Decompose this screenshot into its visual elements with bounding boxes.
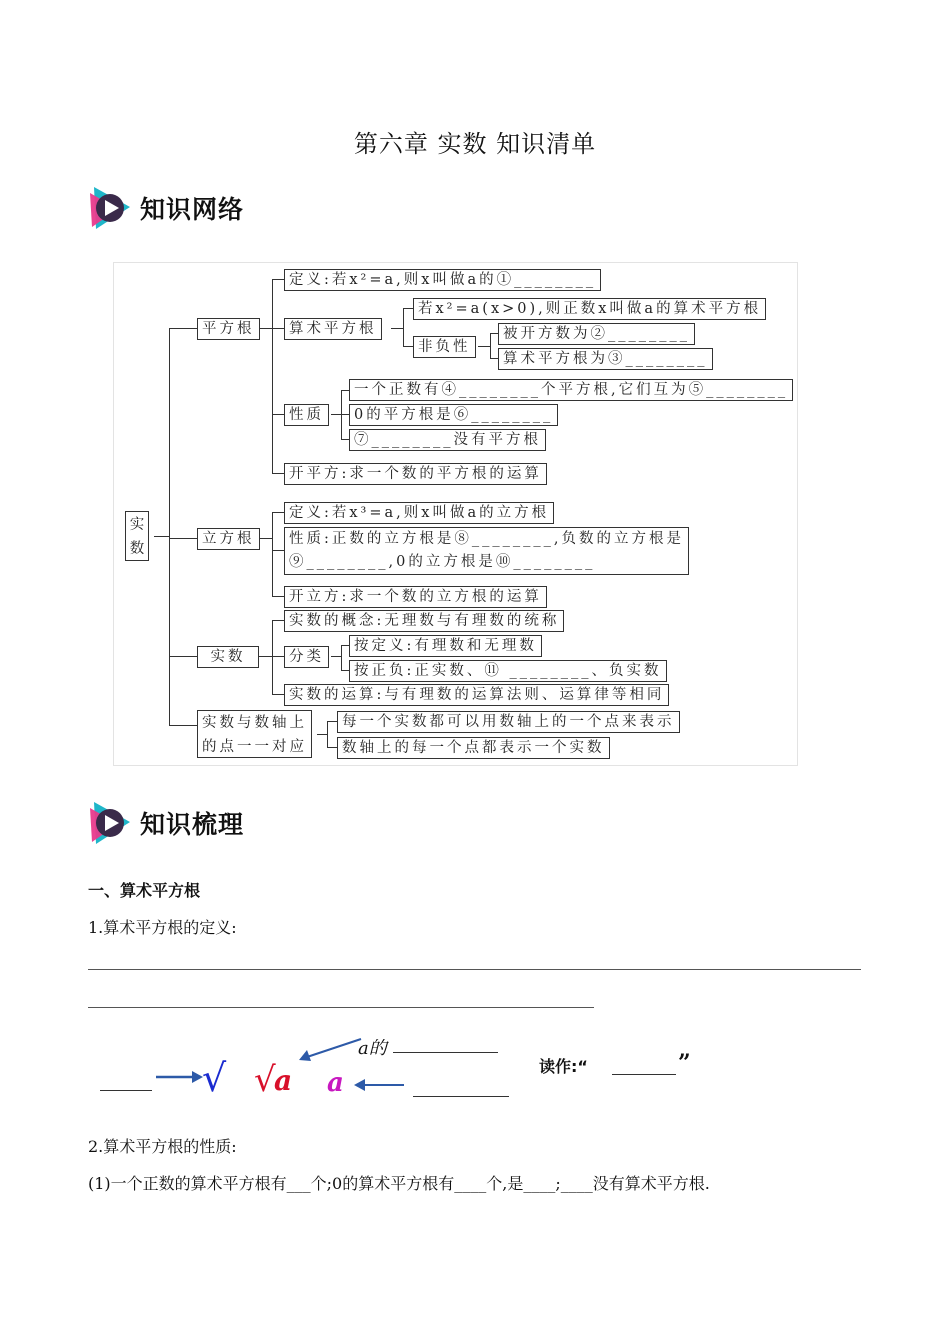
mindmap-cube-property-line1: 性质:正数的立方根是⑧________,负数的立方根是 xyxy=(289,531,684,547)
blank-line xyxy=(413,1096,509,1097)
answer-line xyxy=(88,969,861,970)
blank-line xyxy=(393,1052,498,1053)
a-symbol: a xyxy=(327,1068,344,1098)
read-as-label: 读作:“ xyxy=(539,1057,588,1076)
section-heading-text: 知识网络 xyxy=(140,195,245,224)
mindmap-root: 实数 xyxy=(125,511,149,561)
mindmap-class-by-sign: 按正负:正实数、⑪ ________、负实数 xyxy=(349,660,667,682)
mindmap-class-by-definition: 按定义:有理数和无理数 xyxy=(349,635,542,657)
property-statement-1: (1)一个正数的算术平方根有___个;0的算术平方根有____个,是____;____没有算术平方根. xyxy=(88,1174,710,1193)
mindmap-node-nonneg: 非负性 xyxy=(413,336,476,358)
play-logo-icon xyxy=(88,798,134,848)
item-property-label: 2.算术平方根的性质: xyxy=(88,1137,237,1156)
left-arrow-icon xyxy=(354,1078,406,1092)
mindmap-cube-property xyxy=(284,527,689,575)
mindmap-prop-positive: 一个正数有④________个平方根,它们互为⑤________ xyxy=(349,379,793,401)
mindmap-node-real: 实数 xyxy=(197,646,259,668)
radical-sign: √ xyxy=(202,1056,227,1100)
right-arrow-icon xyxy=(156,1070,204,1084)
mindmap-axis-real-to-point: 每一个实数都可以用数轴上的一个点来表示 xyxy=(337,711,680,733)
mindmap-sqrt-definition: 定义:若x²=a,则x叫做a的①________ xyxy=(284,269,601,291)
mindmap-node-sqrt: 平方根 xyxy=(197,318,260,340)
mindmap-node-classification: 分类 xyxy=(284,646,329,668)
item-definition-label: 1.算术平方根的定义: xyxy=(88,918,237,937)
mindmap-node-cube-root: 立方根 xyxy=(197,528,260,550)
mindmap-nonneg-radicand: 被开方数为②________ xyxy=(498,323,695,345)
mindmap-sqrt-operation: 开平方:求一个数的平方根的运算 xyxy=(284,463,547,485)
mindmap-prop-negative: ⑦________没有平方根 xyxy=(349,429,546,451)
mindmap-node-number-line xyxy=(197,710,312,758)
pointer-arrow-icon xyxy=(297,1036,363,1062)
section-heading-knowledge-review xyxy=(88,798,244,848)
blank-line xyxy=(612,1074,676,1075)
section-heading-text: 知识梳理 xyxy=(140,810,245,839)
mindmap-cube-definition: 定义:若x³=a,则x叫做a的立方根 xyxy=(284,502,554,524)
mindmap-cube-operation: 开立方:求一个数的立方根的运算 xyxy=(284,586,547,608)
play-logo-icon xyxy=(88,183,134,233)
mindmap-axis-point-to-real: 数轴上的每一个点都表示一个实数 xyxy=(337,737,610,759)
mindmap-prop-zero: 0的平方根是⑥________ xyxy=(349,404,558,426)
mindmap-arith-definition: 若x²=a(x>0),则正数x叫做a的算术平方根 xyxy=(413,298,766,320)
answer-line xyxy=(88,1007,594,1008)
sqrt-notation-diagram xyxy=(90,1030,710,1110)
sqrt-a-radicand: a xyxy=(274,1064,293,1097)
mindmap-node-number-line-2: 的点一一对应 xyxy=(202,739,307,755)
mindmap-node-arith-sqrt: 算术平方根 xyxy=(284,318,382,340)
knowledge-mindmap xyxy=(113,262,798,766)
mindmap-node-property: 性质 xyxy=(284,404,329,426)
sqrt-symbol-red: √ xyxy=(254,1060,276,1100)
a-label: a的 xyxy=(358,1038,387,1059)
section-heading-knowledge-network xyxy=(88,183,244,233)
read-as-close-quote: ” xyxy=(678,1050,691,1076)
blank-line xyxy=(100,1090,152,1091)
mindmap-node-number-line-1: 实数与数轴上 xyxy=(202,715,307,731)
mindmap-nonneg-root: 算术平方根为③________ xyxy=(498,348,713,370)
page-title: 第六章 实数 知识清单 xyxy=(353,130,597,158)
mindmap-real-operation: 实数的运算:与有理数的运算法则、运算律等相同 xyxy=(284,684,669,706)
mindmap-cube-property-line2: ⑨________,0的立方根是⑩________ xyxy=(289,554,596,570)
mindmap-real-concept: 实数的概念:无理数与有理数的统称 xyxy=(284,610,564,632)
subsection-title: 一、算术平方根 xyxy=(88,881,201,900)
